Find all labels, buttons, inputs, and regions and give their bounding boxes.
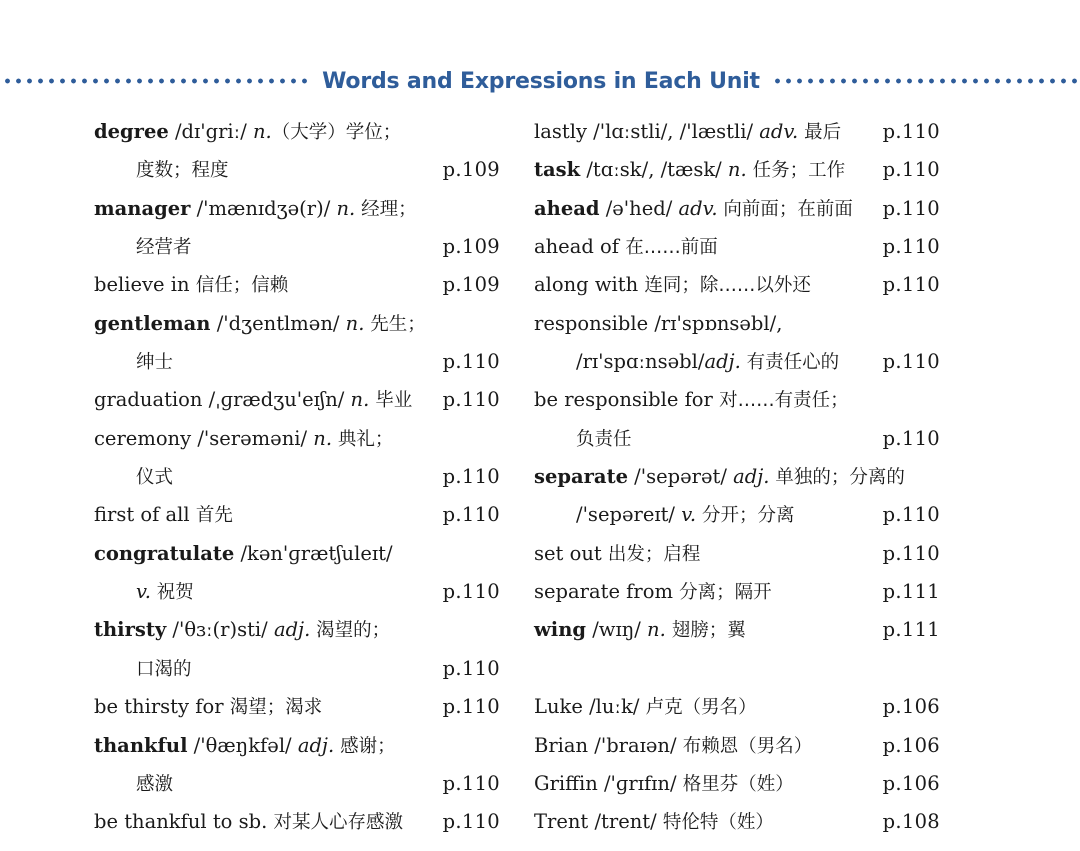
entry-text: [94, 151, 229, 190]
chinese-meaning: 向前面；在前面: [717, 198, 853, 220]
chinese-meaning: 对……有责任；: [719, 390, 849, 412]
entry-phonetic: be thirsty for: [94, 695, 230, 719]
page-reference: p.110: [442, 580, 500, 604]
page-reference: p.106: [882, 733, 940, 757]
entry-phonetic: /wɪŋ/: [586, 618, 648, 642]
chinese-meaning: 出发；启程: [607, 543, 701, 565]
entry-text: [534, 381, 849, 420]
vocab-entry: [94, 151, 500, 189]
entry-text: [534, 190, 853, 229]
spacer-row: [534, 650, 940, 688]
vocab-column-left: [94, 113, 500, 842]
page-reference: p.109: [442, 273, 500, 297]
chinese-meaning: 典礼；: [332, 428, 394, 450]
page-reference: p.106: [882, 695, 940, 719]
entry-text: [534, 803, 774, 842]
part-of-speech: v.: [681, 503, 697, 527]
part-of-speech: n.: [313, 426, 333, 450]
vocab-entry: [94, 803, 500, 841]
chinese-meaning: 首先: [195, 505, 233, 527]
chinese-meaning: 渴望；渴求: [229, 697, 323, 719]
entry-text: [94, 190, 417, 229]
entry-phonetic: /ə'hed/: [599, 196, 679, 220]
chinese-meaning: 度数；程度: [136, 160, 229, 182]
entry-text: [534, 228, 718, 267]
entry-text: [94, 266, 288, 305]
vocab-entry: [534, 573, 940, 611]
part-of-speech: adv.: [678, 196, 718, 220]
part-of-speech: n.: [336, 196, 356, 220]
part-of-speech: adj.: [297, 733, 335, 757]
entry-phonetic: Brian /'braɪən/: [534, 733, 683, 757]
page-reference: p.110: [882, 426, 940, 450]
entry-phonetic: ahead of: [534, 235, 626, 259]
entry-text: [534, 113, 841, 152]
vocab-entry: [94, 343, 500, 381]
chinese-meaning: 翅膀；翼: [665, 620, 746, 642]
chinese-meaning: 感激: [136, 773, 174, 795]
chinese-meaning: 先生；: [364, 313, 426, 335]
entry-phonetic: /rɪ'spɑːnsəbl/: [576, 350, 705, 374]
vocab-entry: [94, 765, 500, 803]
entry-text: [94, 420, 393, 459]
page-reference: p.110: [442, 656, 500, 680]
entry-text: [94, 228, 192, 267]
headword: degree: [94, 120, 169, 143]
chinese-meaning: 经理；: [355, 198, 417, 220]
entry-phonetic: Griffin /'ɡrɪfɪn/: [534, 771, 683, 795]
chinese-meaning: 布赖恩（男名）: [682, 735, 813, 757]
vocab-entry: [94, 611, 500, 649]
vocab-entry: [94, 305, 500, 343]
chinese-meaning: 对某人心存感激: [273, 812, 404, 834]
chinese-meaning: 毕业: [369, 390, 413, 412]
vocab-entry: [534, 228, 940, 266]
chinese-meaning: 最后: [798, 122, 842, 143]
page-reference: p.110: [442, 771, 500, 795]
chinese-meaning: 分离；隔开: [679, 582, 772, 604]
entry-phonetic: /tɑːsk/, /tæsk/: [580, 158, 728, 182]
entry-text: [94, 765, 173, 804]
part-of-speech: n.: [727, 158, 747, 182]
entry-text: [94, 458, 173, 497]
entry-text: [534, 458, 905, 497]
vocab-entry: [94, 420, 500, 458]
entry-phonetic: /kən'ɡrætʃuleɪt/: [234, 541, 393, 565]
chinese-meaning: 仪式: [136, 467, 174, 489]
entry-phonetic: be responsible for: [534, 388, 720, 412]
headword: separate: [534, 465, 628, 489]
headword: task: [534, 158, 581, 182]
entry-text: [94, 496, 233, 535]
chinese-meaning: 单独的；分离的: [769, 467, 905, 489]
vocab-entry: [534, 611, 940, 649]
vocab-entry: [534, 343, 940, 381]
section-header: [0, 62, 1080, 100]
page-reference: p.110: [442, 388, 500, 412]
entry-text: [94, 688, 322, 727]
vocab-entry: [94, 113, 500, 151]
entry-text: [534, 420, 632, 459]
chinese-meaning: 卢克（男名）: [645, 697, 757, 719]
part-of-speech: adv.: [759, 120, 799, 143]
page-reference: p.110: [882, 235, 940, 259]
entry-phonetic: set out: [534, 541, 608, 565]
entry-text: [94, 650, 192, 689]
headword: manager: [94, 196, 191, 220]
vocab-entry: [534, 305, 940, 343]
chinese-meaning: 格里芬（姓）: [682, 773, 794, 795]
chinese-meaning: 分开；分离: [696, 505, 795, 527]
page-reference: p.110: [882, 503, 940, 527]
entry-phonetic: /dɪ'griː/: [168, 120, 253, 143]
vocab-entry: [94, 688, 500, 726]
headword: congratulate: [94, 541, 235, 565]
page-reference: p.110: [442, 503, 500, 527]
entry-text: [534, 727, 812, 766]
chinese-meaning: 信任；信赖: [195, 275, 289, 297]
page-reference: p.110: [882, 196, 940, 220]
entry-phonetic: be thankful to sb.: [94, 810, 274, 834]
vocab-entry: [534, 496, 940, 534]
vocab-entry: [534, 765, 940, 803]
entry-text: [94, 803, 403, 842]
page-reference: p.110: [882, 350, 940, 374]
vocab-column-right: [534, 113, 940, 842]
chinese-meaning: 任务；工作: [746, 160, 846, 182]
headword: gentleman: [94, 311, 211, 335]
entry-text: [534, 573, 772, 612]
vocab-entry: [94, 228, 500, 266]
section-title: Words and Expressions in Each Unit: [322, 68, 760, 94]
chinese-meaning: 在……前面: [625, 237, 718, 259]
entry-phonetic: Trent /trent/: [534, 810, 663, 834]
chinese-meaning: 绅士: [136, 352, 174, 374]
entry-text: [94, 727, 396, 766]
page-reference: p.110: [442, 350, 500, 374]
vocab-entry: [94, 650, 500, 688]
vocab-entry: [534, 151, 940, 189]
chinese-meaning: 经营者: [136, 237, 192, 259]
vocab-entry: [94, 496, 500, 534]
entry-phonetic: responsible /rɪ'spɒnsəbl/,: [534, 311, 783, 335]
page-reference: p.110: [882, 158, 940, 182]
part-of-speech: adj.: [273, 618, 311, 642]
chinese-meaning: 有责任心的: [740, 352, 840, 374]
entry-phonetic: ceremony /'serəməni/: [94, 426, 314, 450]
page-reference: p.108: [882, 810, 940, 834]
page-reference: p.110: [882, 541, 940, 565]
vocab-entry: [534, 190, 940, 228]
page-reference: p.109: [442, 235, 500, 259]
entry-text: [534, 496, 795, 535]
vocab-entry: [94, 190, 500, 228]
headword: thankful: [94, 733, 188, 757]
entry-phonetic: graduation /ˌɡrædʒu'eɪʃn/: [94, 388, 351, 412]
vocab-entry: [94, 573, 500, 611]
entry-phonetic: /'sepərət/: [627, 465, 734, 489]
page-reference: p.110: [882, 273, 940, 297]
part-of-speech: adj.: [733, 465, 770, 489]
vocab-entry: [534, 535, 940, 573]
headword: ahead: [534, 196, 600, 220]
vocab-entry: [94, 266, 500, 304]
vocab-entry: [534, 458, 940, 496]
entry-phonetic: first of all: [94, 503, 196, 527]
part-of-speech: n.: [253, 120, 272, 143]
page-reference: p.110: [442, 810, 500, 834]
chinese-meaning: 连同；除……以外还: [644, 275, 811, 297]
vocab-entry: [94, 535, 500, 573]
dotted-rule-left: [2, 77, 310, 85]
chinese-meaning: （大学）学位；: [271, 122, 402, 143]
entry-phonetic: separate from: [534, 580, 680, 604]
entry-text: [534, 151, 845, 190]
page-reference: p.110: [882, 120, 940, 143]
page-reference: p.110: [442, 465, 500, 489]
entry-phonetic: /'θæŋkfəl/: [187, 733, 298, 757]
chinese-meaning: 渴望的；: [310, 620, 391, 642]
chinese-meaning: 祝贺: [150, 582, 194, 604]
headword: wing: [534, 618, 587, 642]
entry-phonetic: lastly /'lɑːstli/, /'læstli/: [534, 120, 760, 143]
vocab-entry: [534, 688, 940, 726]
entry-text: [94, 343, 173, 382]
chinese-meaning: 负责任: [576, 428, 632, 450]
entry-text: [534, 266, 811, 305]
part-of-speech: n.: [350, 388, 370, 412]
entry-phonetic: /'mænɪdʒə(r)/: [190, 196, 337, 220]
chinese-meaning: 感谢；: [334, 735, 396, 757]
vocab-entry: [94, 727, 500, 765]
entry-text: [94, 611, 390, 650]
page-reference: p.111: [882, 618, 940, 642]
page-reference: p.110: [442, 695, 500, 719]
vocab-entry: [94, 381, 500, 419]
part-of-speech: v.: [136, 580, 151, 604]
entry-text: [534, 535, 700, 574]
headword: thirsty: [94, 618, 167, 642]
dotted-rule-right: [772, 77, 1080, 85]
entry-text: [94, 305, 426, 344]
page-reference: p.111: [882, 580, 940, 604]
chinese-meaning: 特伦特（姓）: [662, 812, 774, 834]
vocab-entry: [534, 381, 940, 419]
entry-text: [94, 381, 412, 420]
page-reference: p.106: [882, 771, 940, 795]
entry-phonetic: /'θɜː(r)sti/: [166, 618, 274, 642]
entry-phonetic: /'dʒentlmən/: [210, 311, 346, 335]
entry-text: [94, 535, 393, 573]
vocab-entry: [534, 803, 940, 841]
entry-text: [534, 305, 782, 343]
vocab-entry: [534, 113, 940, 151]
entry-text: [94, 113, 401, 152]
entry-phonetic: along with: [534, 273, 645, 297]
entry-text: [94, 573, 194, 612]
entry-text: [534, 611, 746, 650]
entry-phonetic: /'sepəreɪt/: [576, 503, 682, 527]
vocab-entry: [534, 420, 940, 458]
entry-text: [534, 343, 839, 382]
part-of-speech: n.: [647, 618, 666, 642]
vocab-entry: [534, 727, 940, 765]
page-reference: p.109: [442, 158, 500, 182]
entry-text: [534, 765, 794, 804]
part-of-speech: adj.: [704, 350, 741, 374]
entry-text: [534, 688, 757, 727]
part-of-speech: n.: [345, 311, 365, 335]
entry-phonetic: Luke /luːk/: [534, 695, 646, 719]
entry-phonetic: believe in: [94, 273, 196, 297]
chinese-meaning: 口渴的: [136, 658, 192, 680]
vocab-entry: [94, 458, 500, 496]
vocab-entry: [534, 266, 940, 304]
